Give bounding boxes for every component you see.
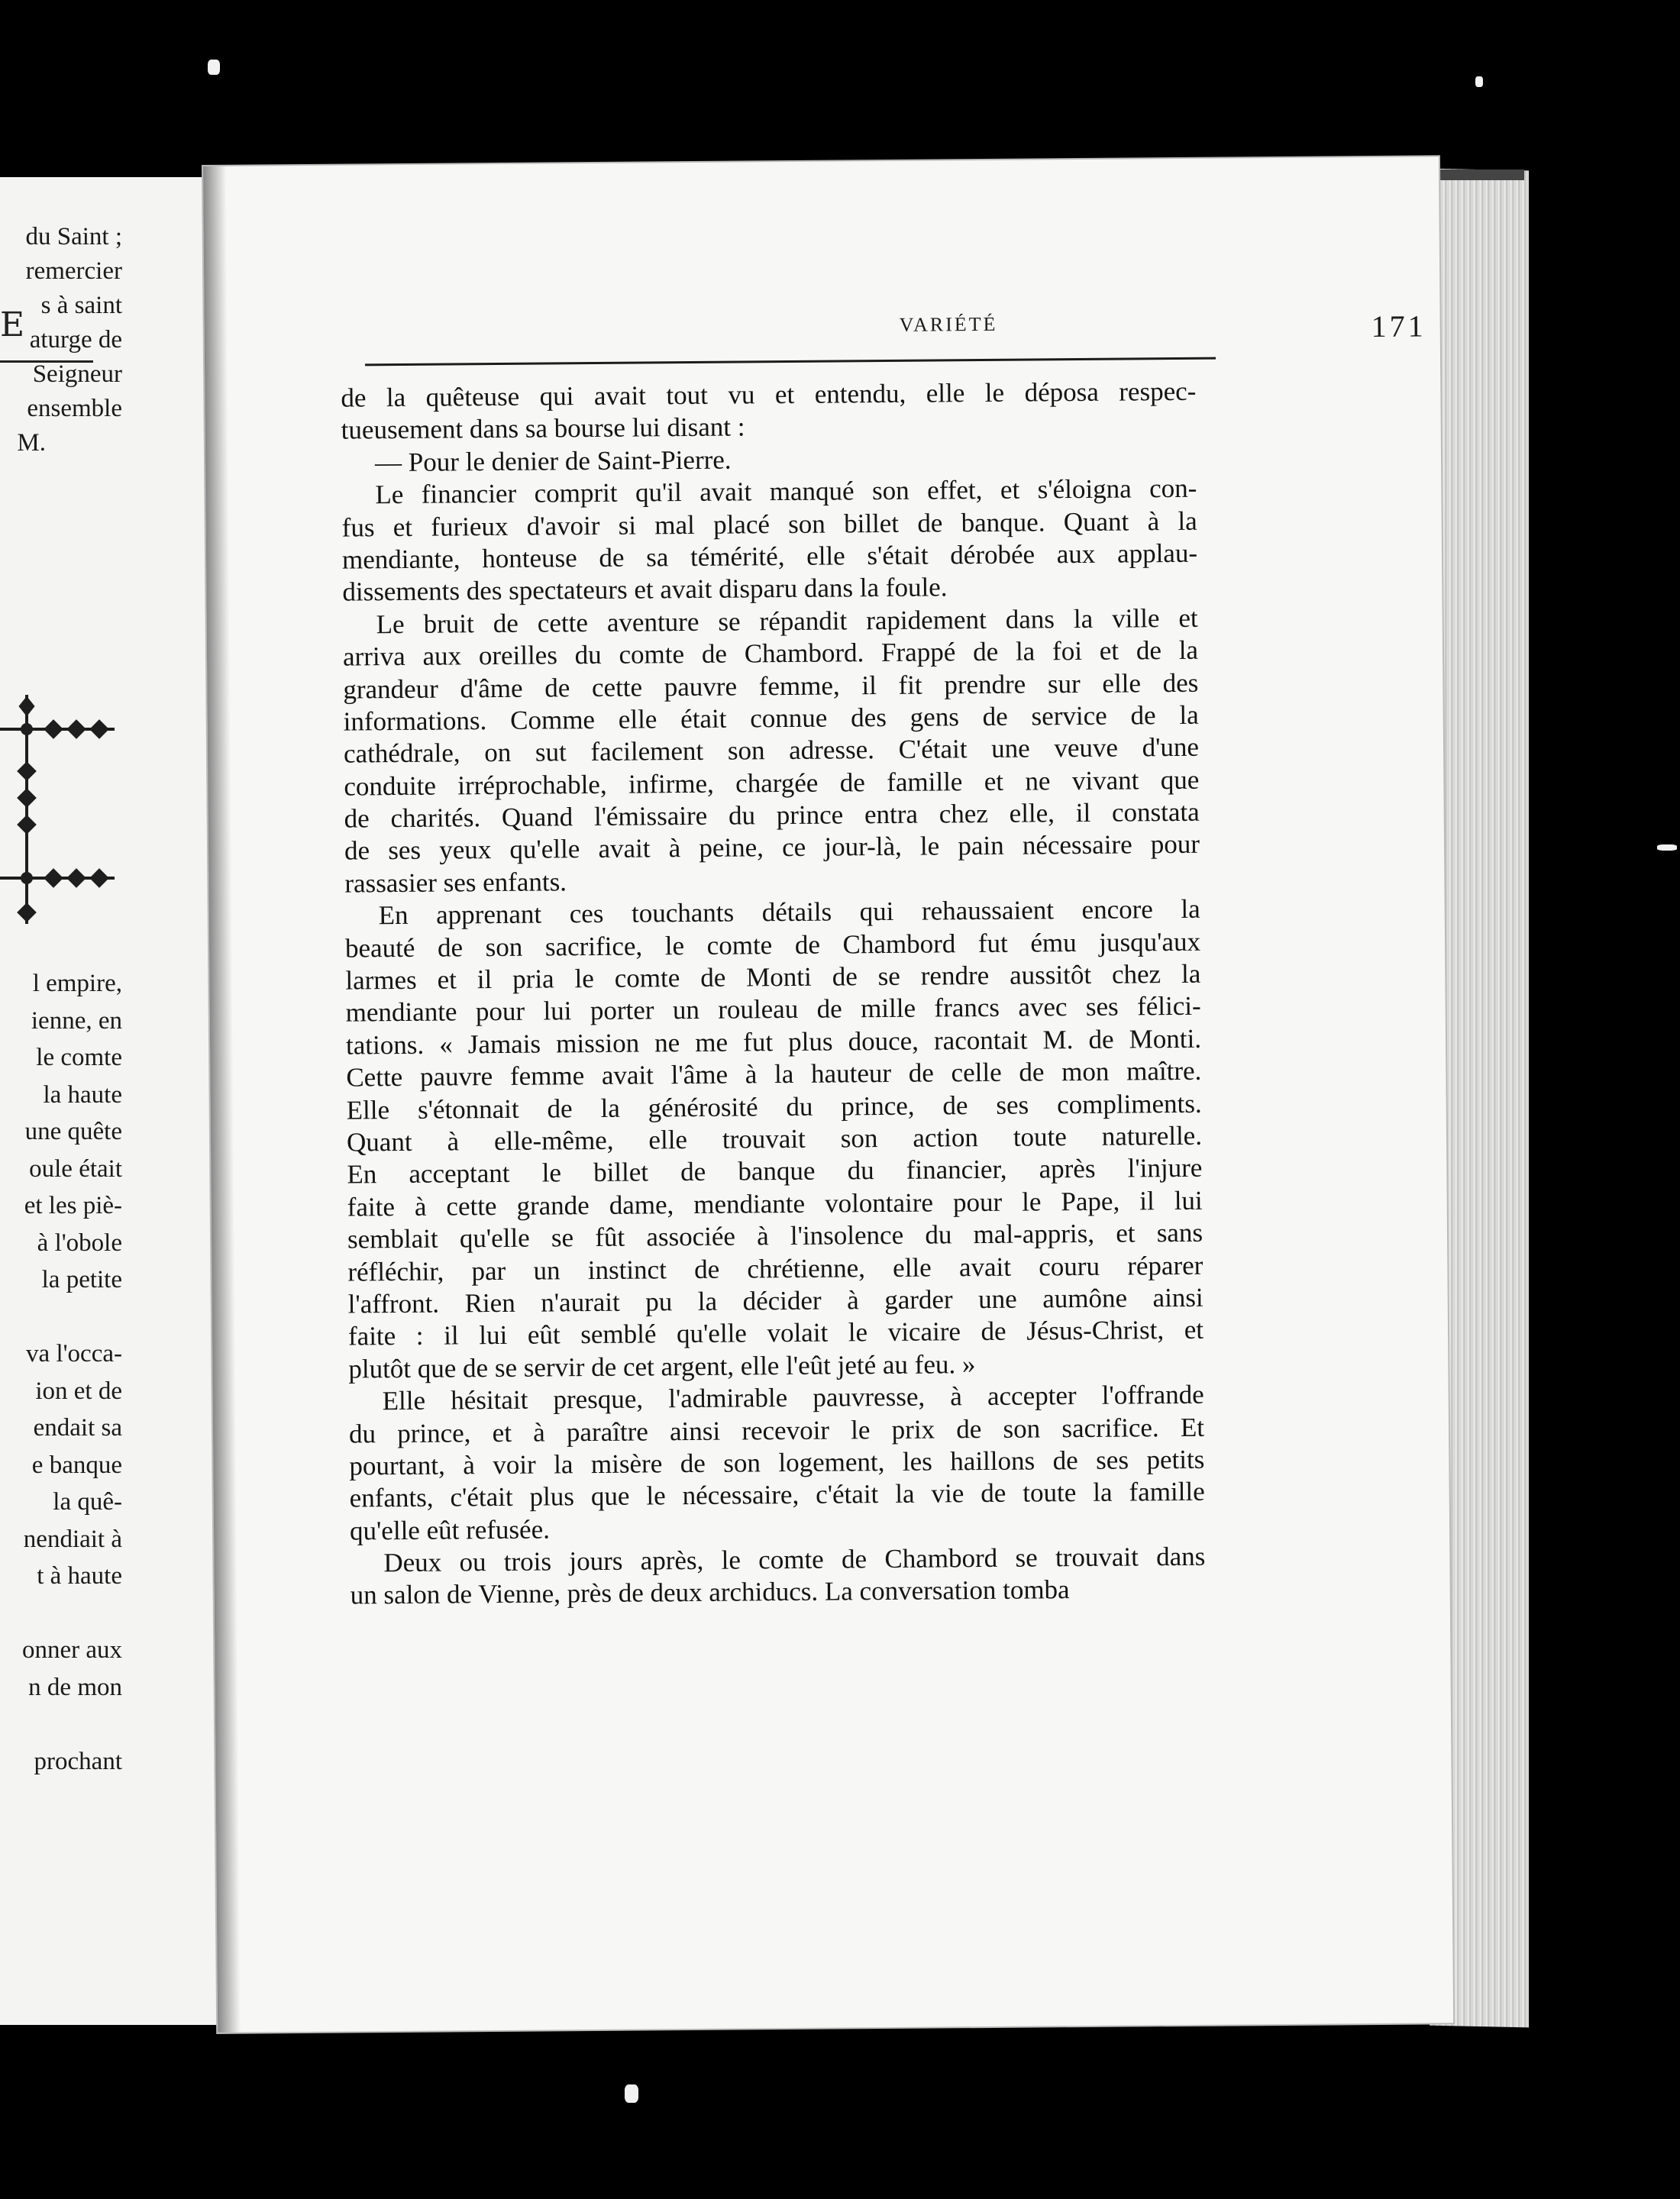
text-line: de ses yeux qu'elle avait à peine, ce jour-là, le pain nécessaire pour — [344, 829, 1200, 867]
left-page-line: va l'occa- — [26, 1340, 122, 1368]
left-page-line: M. — [17, 429, 46, 457]
text-line: En acceptant le billet de banque du financier, après l'injure — [347, 1153, 1203, 1190]
left-page-line: la quê- — [53, 1488, 122, 1516]
left-page-line: Seigneur — [32, 360, 122, 388]
left-page-line: onner aux — [21, 1636, 122, 1664]
text-line: cathédrale, on sut facilement son adresse. C'était une veuve d'une — [343, 732, 1200, 769]
text-line: un salon de Vienne, près de deux archiducs. La conversation tomba — [350, 1574, 1070, 1610]
left-page-line: du Saint ; — [25, 223, 122, 250]
text-line: fus et furieux d'avoir si mal placé son billet de banque. Quant à la — [341, 505, 1197, 543]
text-line: de charités. Quand l'émissaire du prince entra chez elle, il constata — [344, 796, 1200, 834]
left-page-line: une quête — [24, 1118, 122, 1145]
text-line: de la quêteuse qui avait tout vu et entendu, elle le déposa respec- — [341, 376, 1197, 413]
page-number: 171 — [1371, 308, 1426, 344]
text-line: tations. « Jamais mission ne me fut plus douce, racontait M. de Monti. — [345, 1023, 1202, 1061]
left-page-line: t à haute — [37, 1562, 122, 1590]
scan-speck — [1475, 76, 1483, 87]
text-line: pourtant, à voir la misère de son logement, les haillons de ses petits — [349, 1444, 1205, 1481]
text-line: tueusement dans sa bourse lui disant : — [341, 412, 745, 445]
left-running-head: E — [0, 305, 25, 344]
text-line: faite : il lui eût semblé qu'elle volait le vicaire de Jésus-Christ, et — [347, 1315, 1204, 1351]
left-page-line: à l'obole — [37, 1229, 122, 1257]
text-line: rassasier ses enfants. — [344, 867, 567, 899]
text-line: mendiante pour lui porter un rouleau de mille francs avec ses félici- — [345, 991, 1201, 1028]
left-page-line: remercier — [25, 257, 122, 285]
text-line: semblait qu'elle se fût associée à l'insolence du mal-appris, et sans — [347, 1217, 1203, 1254]
left-page-line: le comte — [36, 1044, 122, 1071]
text-line: Cette pauvre femme avait l'âme à la hauteur de celle de mon maître. — [346, 1055, 1202, 1093]
left-page-line: la petite — [41, 1266, 122, 1293]
scan-speck — [1657, 844, 1677, 851]
text-line: enfants, c'était plus que le nécessaire, c'était la vie de toute la famille — [349, 1477, 1205, 1513]
text-line: Elle hésitait presque, l'admirable pauvresse, à accepter l'offrande — [382, 1379, 1204, 1416]
right-page — [203, 157, 1453, 2033]
left-page-line: la haute — [43, 1080, 122, 1109]
left-page-line: oule était — [29, 1154, 122, 1183]
text-line: Elle s'étonnait de la générosité du prince, de ses compliments. — [346, 1088, 1202, 1125]
left-page-line: e banque — [31, 1451, 122, 1479]
page-header — [365, 309, 1426, 363]
left-page-line: aturge de — [29, 326, 122, 354]
scan-speck — [625, 2084, 638, 2103]
left-page-line: n de mon — [28, 1673, 122, 1701]
text-line: plutôt que de se servir de cet argent, elle l'eût jeté au feu. » — [348, 1348, 976, 1384]
text-line: qu'elle eût refusée. — [349, 1514, 551, 1546]
text-line: grandeur d'âme de cette pauvre femme, il fit prendre sur elle des — [343, 667, 1199, 705]
text-line: En apprenant ces touchants détails qui rehaussaient encore la — [378, 894, 1200, 931]
left-page-line: nendiait à — [23, 1525, 122, 1553]
text-line: dissements des spectateurs et avait disparu dans la foule. — [342, 572, 948, 607]
scan-speck — [208, 60, 220, 75]
text-line: arriva aux oreilles du comte de Chambord. Frappé de la foi et de la — [342, 635, 1199, 672]
body-text — [341, 376, 1206, 1613]
left-page-line: ienne, en — [31, 1006, 122, 1035]
text-line: Le bruit de cette aventure se répandit rapidement dans la ville et — [376, 602, 1198, 639]
left-page-line: ensemble — [27, 395, 122, 422]
left-page-line: endait sa — [33, 1414, 122, 1442]
text-line: conduite irréprochable, infirme, chargée de famille et ne vivant que — [344, 764, 1200, 802]
text-line: Deux ou trois jours après, le comte de Chambord se trouvait dans — [383, 1541, 1206, 1578]
left-page-line: l empire, — [32, 970, 122, 997]
text-line: Quant à elle-même, elle trouvait son action toute naturelle. — [346, 1120, 1203, 1158]
text-line: l'affront. Rien n'aurait pu la décider à garder une aumône ainsi — [347, 1282, 1203, 1319]
left-page-line: ion et de — [35, 1377, 122, 1405]
left-page-text — [0, 177, 122, 2025]
text-line: beauté de son sacrifice, le comte de Chambord fut ému jusqu'aux — [344, 926, 1201, 964]
text-line: Le financier comprit qu'il avait manqué son effet, et s'éloigna con- — [375, 473, 1197, 510]
text-line: faite à cette grande dame, mendiante volontaire pour le Pape, il lui — [347, 1185, 1203, 1222]
book-cover-edge — [1434, 170, 1524, 180]
left-page-line: prochant — [34, 1747, 122, 1775]
text-line: mendiante, honteuse de sa témérité, elle s'était dérobée aux applau- — [341, 538, 1198, 575]
text-line: larmes et il pria le comte de Monti de se rendre aussitôt chez la — [345, 958, 1201, 996]
left-page-line: et les piè- — [24, 1192, 122, 1219]
text-line: réfléchir, par un instinct de chrétienne, elle avait couru réparer — [347, 1250, 1203, 1287]
text-line: du prince, et à paraître ainsi recevoir le prix de son sacrifice. Et — [348, 1412, 1205, 1449]
text-line: — Pour le denier de Saint-Pierre. — [374, 444, 732, 478]
left-page-line: s à saint — [40, 292, 122, 319]
text-line: informations. Comme elle était connue des gens de service de la — [343, 699, 1199, 737]
left-page — [0, 177, 235, 2025]
cross-ornament-icon — [0, 695, 115, 924]
running-head: VARIÉTÉ — [899, 312, 998, 336]
